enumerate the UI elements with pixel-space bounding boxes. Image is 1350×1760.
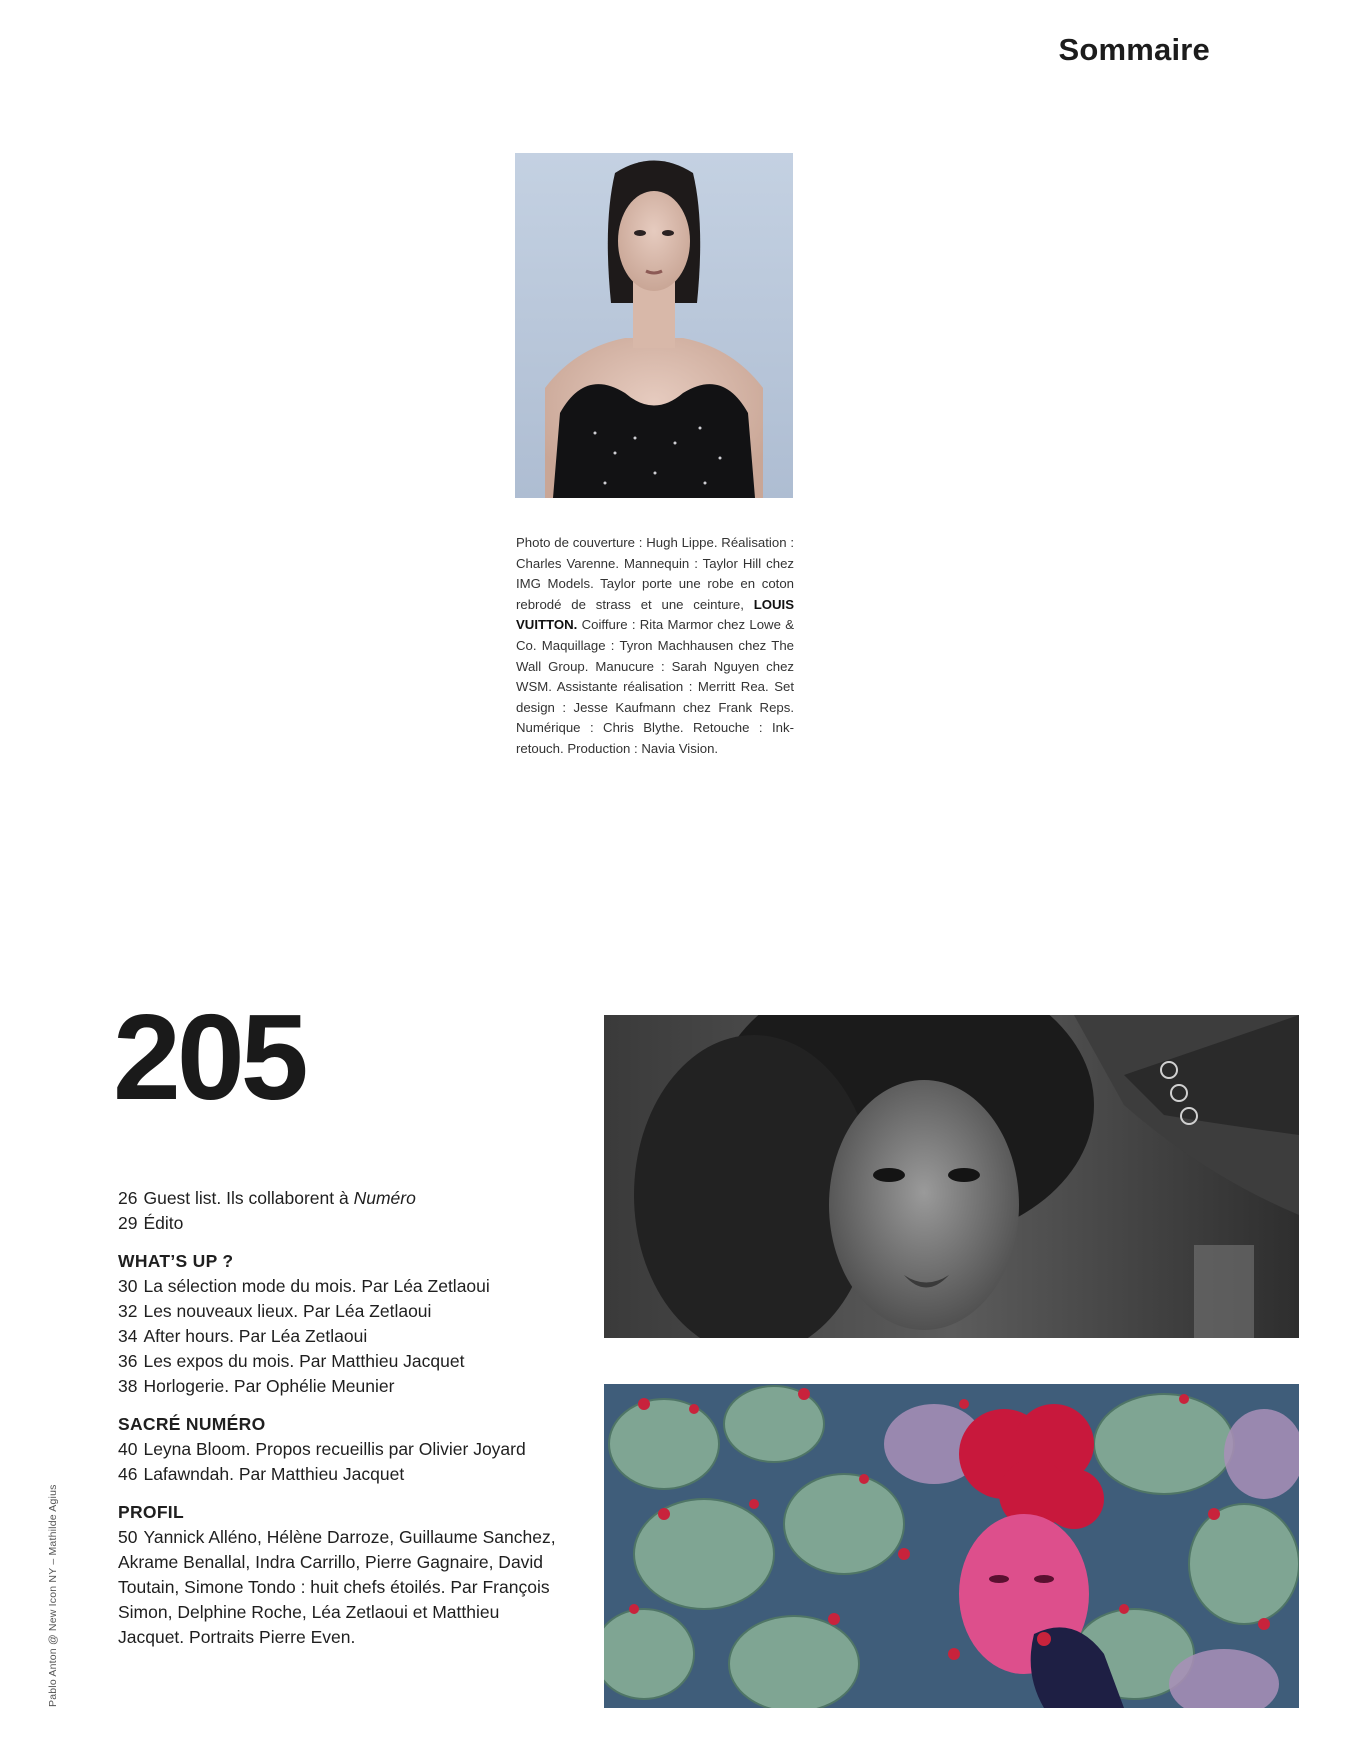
toc-entry[interactable] bbox=[118, 1211, 568, 1236]
toc-entry[interactable] bbox=[118, 1349, 568, 1374]
toc-entry[interactable] bbox=[118, 1324, 568, 1349]
cover-photo-illustration bbox=[515, 153, 793, 498]
cover-credits-text: Photo de couverture : Hugh Lippe. Réalisation : Charles Varenne. Mannequin : Taylor Hill chez IMG Models. Taylor porte une robe en coton rebrodé de strass et une ceinture, bbox=[516, 535, 794, 612]
cover-credits bbox=[516, 533, 794, 760]
toc-page-number: 32 bbox=[118, 1301, 138, 1321]
toc-entry[interactable] bbox=[118, 1186, 568, 1211]
toc-entry[interactable] bbox=[118, 1374, 568, 1399]
toc-page-number: 36 bbox=[118, 1351, 138, 1371]
toc-entry-text: After hours. Par Léa Zetlaoui bbox=[143, 1326, 368, 1346]
toc-entry[interactable] bbox=[118, 1299, 568, 1324]
table-of-contents bbox=[118, 1186, 568, 1650]
toc-entry[interactable] bbox=[118, 1274, 568, 1299]
toc-page-number: 30 bbox=[118, 1276, 138, 1296]
toc-entry-text: La sélection mode du mois. Par Léa Zetlaoui bbox=[143, 1276, 490, 1296]
toc-entry-text: Guest list. Ils collaborent à bbox=[143, 1188, 349, 1208]
issue-number: 205 bbox=[113, 989, 305, 1125]
toc-page-number: 26 bbox=[118, 1188, 138, 1208]
page-title: Sommaire bbox=[1058, 32, 1210, 67]
cactus-photo-illustration bbox=[604, 1384, 1299, 1708]
toc-page-number: 40 bbox=[118, 1439, 138, 1459]
toc-entry[interactable] bbox=[118, 1525, 568, 1650]
toc-entry-text: Édito bbox=[143, 1213, 184, 1233]
toc-entry[interactable] bbox=[118, 1462, 568, 1487]
toc-page-number: 34 bbox=[118, 1326, 138, 1346]
toc-entry-italic: Numéro bbox=[353, 1188, 416, 1208]
portrait-photo-illustration bbox=[604, 1015, 1299, 1338]
toc-page-number: 29 bbox=[118, 1213, 138, 1233]
toc-entry[interactable] bbox=[118, 1437, 568, 1462]
toc-entry-text: Les nouveaux lieux. Par Léa Zetlaoui bbox=[143, 1301, 432, 1321]
toc-section-title: PROFIL bbox=[118, 1502, 184, 1522]
portrait-photo-bw bbox=[604, 1015, 1299, 1338]
toc-section-title: SACRÉ NUMÉRO bbox=[118, 1414, 266, 1434]
toc-entry-text: Leyna Bloom. Propos recueillis par Olivier Joyard bbox=[143, 1439, 526, 1459]
toc-entry-text: Lafawndah. Par Matthieu Jacquet bbox=[143, 1464, 405, 1484]
cover-credits-text-continued: Coiffure : Rita Marmor chez Lowe & Co. Maquillage : Tyron Machhausen chez The Wall Group. Manucure : Sarah Nguyen chez WSM. Assistante réalisation : Merritt Rea. Set design : Jesse Kaufmann chez Frank Reps. Numérique : Chris Blythe. Retouche : Ink-retouch. Production : Navia Vision. bbox=[516, 617, 794, 756]
toc-section-title: WHAT’S UP ? bbox=[118, 1251, 234, 1271]
toc-page-number: 38 bbox=[118, 1376, 138, 1396]
toc-entry-text: Yannick Alléno, Hélène Darroze, Guillaume Sanchez, Akrame Benallal, Indra Carrillo, Pierre Gagnaire, David Toutain, Simone Tondo : huit chefs étoilés. Par François Simon, Delphine Roche, Léa Zetlaoui et Matthieu Jacquet. Portraits Pierre Even. bbox=[118, 1527, 556, 1647]
cover-photo bbox=[515, 153, 793, 498]
toc-entry-text: Les expos du mois. Par Matthieu Jacquet bbox=[143, 1351, 465, 1371]
toc-entry-text: Horlogerie. Par Ophélie Meunier bbox=[143, 1376, 395, 1396]
toc-page-number: 50 bbox=[118, 1527, 138, 1547]
cactus-photo-color bbox=[604, 1384, 1299, 1708]
toc-page-number: 46 bbox=[118, 1464, 138, 1484]
photo-credit: Pablo Anton @ New Icon NY – Mathilde Agius bbox=[47, 1484, 59, 1707]
cover-credits-brand: LOUIS VUITTON. bbox=[516, 596, 794, 633]
